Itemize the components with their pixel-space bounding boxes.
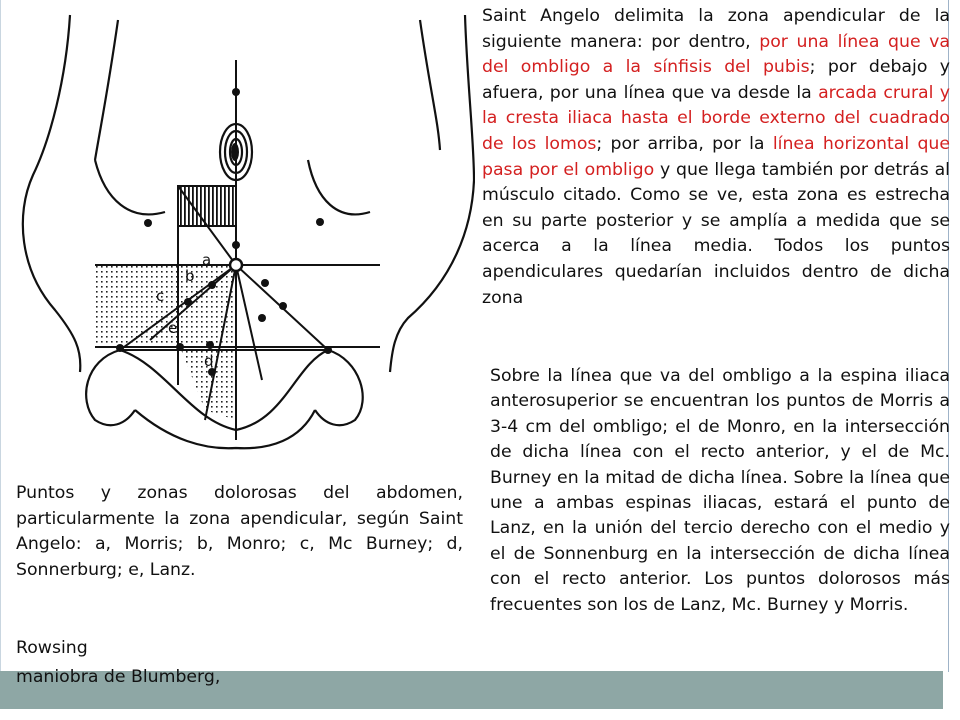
rowsing-line: Rowsing bbox=[16, 638, 88, 658]
blumberg-line: maniobra de Blumberg, bbox=[16, 667, 221, 687]
pelvis-left-wing bbox=[86, 350, 135, 425]
figure-caption: Puntos y zonas dolorosas del abdomen, particularmente la zona apendicular, según Saint Angelo: a, Morris; b, Monro; c, Mc Burney; d, Sonnerburg; e, Lanz. bbox=[16, 483, 463, 580]
left-chest-curve bbox=[95, 20, 118, 160]
torso-right-outline bbox=[390, 15, 474, 372]
label-b: b bbox=[185, 267, 195, 285]
highlighted-text: por una línea que va del ombligo a la sínfisis del pubis bbox=[482, 31, 950, 78]
right-chest-curve bbox=[420, 20, 440, 150]
label-d: d bbox=[204, 352, 214, 370]
label-c: c bbox=[156, 287, 165, 305]
paragraph-text: ; por debajo y afuera, por una línea que va desde la bbox=[482, 57, 950, 103]
highlighted-text: arcada crural y la cresta iliaca hasta el borde externo del cuadrado de los lomos bbox=[482, 82, 951, 154]
appendicular-zone bbox=[95, 265, 236, 347]
paragraph-text: Saint Angelo delimita la zona apendicular de la siguiente manera: por dentro, bbox=[482, 6, 950, 52]
saint-angelo-paragraph bbox=[482, 4, 950, 311]
left-rib-curve bbox=[95, 160, 165, 214]
right-rib-curve bbox=[308, 160, 370, 214]
points-paragraph: Sobre la línea que va del ombligo a la espina iliaca anterosuperior se encuentran los puntos de Morris a 3-4 cm del ombligo; el de Monro, en la intersección de dicha línea con el recto anterior, y el de Mc. Burney en la mitad de dicha línea. Sobre la línea que une a ambas espinas iliacas, estará el punto de Lanz, en la unión del tercio derecho con el medio y el de Sonnenburg en la intersección de dicha línea con el recto anterior. Los puntos dolorosos más frecuentes son los de Lanz, Mc. Burney y Morris. bbox=[490, 366, 950, 615]
pelvis-right-wing bbox=[315, 350, 363, 425]
abdomen-diagram bbox=[0, 0, 475, 470]
torso-left-outline bbox=[23, 15, 81, 372]
label-e: e bbox=[168, 319, 178, 337]
highlighted-text: línea horizontal que pasa por el ombligo bbox=[482, 133, 950, 180]
paragraph-text: ; por arriba, por la bbox=[596, 133, 773, 154]
label-a: a bbox=[202, 251, 212, 269]
paragraph-text: y que llega también por detrás al músculo citado. Como se ve, esta zona es estrecha en su parte posterior y se amplía a medida que se acerca a la línea media. Todos los puntos apendiculares quedarían incluidos dentro de dicha zona bbox=[482, 159, 950, 308]
